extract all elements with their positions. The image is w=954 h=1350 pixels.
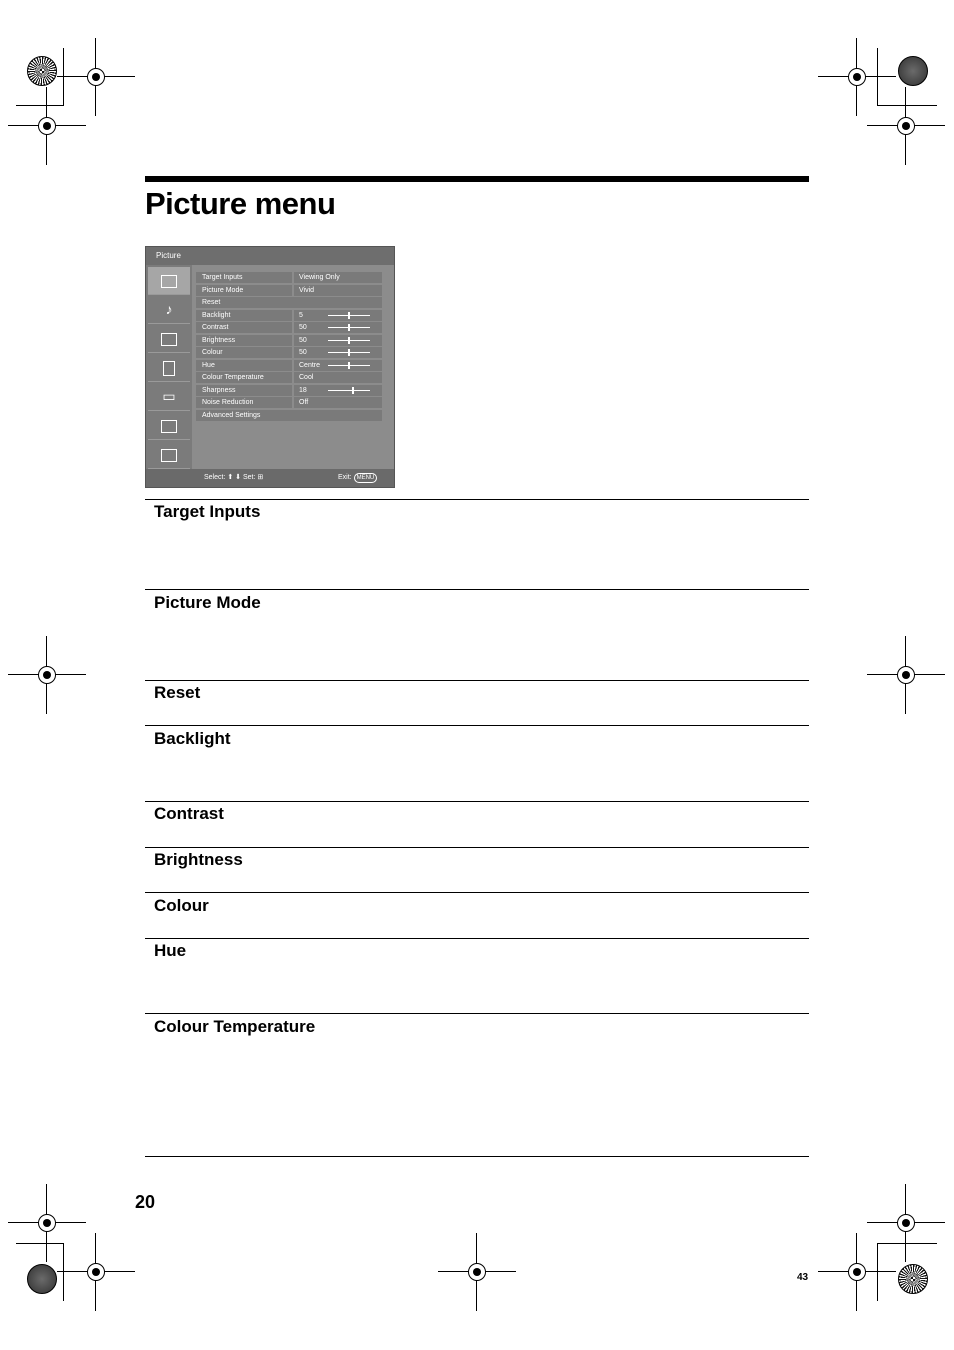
registration-mark-icon (34, 1210, 60, 1236)
registration-mark-icon (844, 1259, 870, 1285)
tv-menu-row: Reset (196, 297, 382, 308)
registration-mark-icon (893, 113, 919, 139)
slider-knob (348, 312, 350, 319)
tv-menu-row: Sharpness 18 (196, 385, 382, 396)
tv-menu-footer (146, 469, 394, 487)
table-rule (145, 938, 809, 939)
menu-key-icon: MENU (354, 473, 378, 483)
setup-icon (148, 354, 190, 382)
registration-mark-icon (893, 662, 919, 688)
crop-line (16, 105, 64, 106)
slider-knob (348, 362, 350, 369)
table-rule (145, 725, 809, 726)
picture-icon (148, 267, 190, 295)
term-contrast: Contrast (154, 804, 224, 823)
color-target-icon (27, 56, 57, 86)
table-rule (145, 1013, 809, 1014)
exit-hint: Exit: MENU (338, 469, 377, 487)
table-rule (145, 680, 809, 681)
tv-menu-row: Brightness 50 (196, 335, 382, 346)
screen-icon (148, 325, 190, 353)
registration-mark-icon (893, 1210, 919, 1236)
tv-menu-sidebar (146, 265, 192, 469)
crop-line (16, 1243, 64, 1244)
sheet-number: 43 (797, 1272, 809, 1283)
registration-mark-icon (844, 64, 870, 90)
term-picture-mode: Picture Mode (154, 593, 261, 612)
term-reset: Reset (154, 683, 201, 702)
page-title: Picture menu (145, 186, 336, 221)
slider-knob (352, 387, 354, 394)
table-rule (145, 847, 809, 848)
term-colour: Colour (154, 896, 209, 915)
crop-line (877, 1243, 937, 1244)
term-brightness: Brightness (154, 850, 243, 869)
crop-line (877, 48, 878, 106)
tv-menu-row: Hue Centre (196, 360, 382, 371)
pap-icon (148, 441, 190, 469)
table-rule (145, 589, 809, 590)
registration-mark-icon (464, 1259, 490, 1285)
tv-menu-row: Advanced Settings (196, 410, 382, 421)
slider-knob (348, 324, 350, 331)
tv-menu-row: Target Inputs Viewing Only (196, 272, 382, 283)
crop-line (63, 1243, 64, 1301)
table-rule (145, 499, 809, 500)
table-rule (145, 892, 809, 893)
page-number: 20 (135, 1192, 156, 1212)
color-target-icon (27, 1264, 57, 1294)
term-hue: Hue (154, 941, 187, 960)
slider-knob (348, 337, 350, 344)
crop-line (877, 105, 937, 106)
color-target-icon (898, 56, 928, 86)
tv-menu-row: Noise Reduction Off (196, 397, 382, 408)
pip-icon (148, 412, 190, 440)
tv-menu-row: Colour 50 (196, 347, 382, 358)
pc-icon: ▭ (148, 383, 190, 411)
crop-line (877, 1243, 878, 1301)
tv-menu-row: Backlight 5 (196, 310, 382, 321)
term-colour-temperature: Colour Temperature (154, 1017, 316, 1036)
term-target-inputs: Target Inputs (154, 502, 261, 521)
color-target-icon (898, 1264, 928, 1294)
title-rule (145, 176, 809, 182)
term-backlight: Backlight (154, 729, 231, 748)
table-rule (145, 801, 809, 802)
slider-knob (348, 349, 350, 356)
registration-mark-icon (83, 1259, 109, 1285)
tv-menu-row: Picture Mode Vivid (196, 285, 382, 296)
tv-menu-row: Colour Temperature Cool (196, 372, 382, 383)
select-hint: Select: ⬆ ⬇ Set: ⊞ (204, 474, 264, 481)
registration-mark-icon (83, 64, 109, 90)
registration-mark-icon (34, 113, 60, 139)
crop-line (63, 48, 64, 106)
registration-mark-icon (34, 662, 60, 688)
tv-menu-screenshot (145, 246, 395, 488)
sound-icon: ♪ (148, 296, 190, 324)
table-rule (145, 1156, 809, 1157)
tv-menu-row: Contrast 50 (196, 322, 382, 333)
tv-menu-header: Picture (146, 247, 394, 265)
